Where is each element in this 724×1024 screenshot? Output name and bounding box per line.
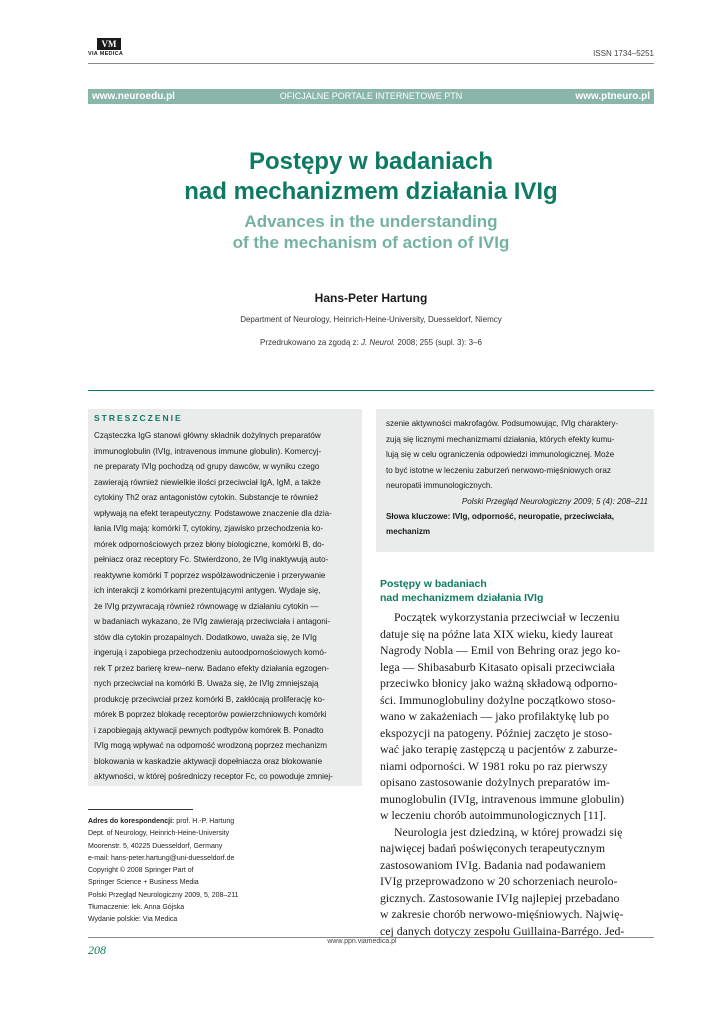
title-english	[88, 211, 654, 253]
correspondence-line	[88, 890, 358, 902]
abstract-line: ne preparaty IVIg pochodzą od grupy dawców, w wyniku czego	[94, 462, 320, 471]
body-line: ekspozycji na patogeny. Później zaczęto je stoso-	[380, 725, 613, 740]
body-line: munoglobulin (IVIg, intravenous immune globulin)	[380, 791, 625, 806]
keywords-label: Słowa kluczowe:	[386, 511, 451, 521]
abstract-line: ich interakcji z komórkami prezentującymi antygen. Wydaje się,	[94, 586, 321, 595]
author: Hans-Peter Hartung	[314, 291, 428, 305]
abstract-line: ingerują i zapobiega przechodzeniu autoodpornościowych komó-	[94, 648, 327, 657]
body-line: cej danych dotyczy zespołu Guillaina-Barrégo. Jed-	[380, 923, 625, 938]
abstract-line: reaktywne komórki T poprzez współzawodniczenie i przerywanie	[94, 570, 326, 580]
reprint-prefix: Przedrukowano za zgodą z:	[260, 338, 361, 347]
correspondence-line	[88, 841, 358, 853]
affiliation: Department of Neurology, Heinrich-Heine-University, Duesseldorf, Niemcy	[240, 315, 502, 324]
abstract-line: cytokiny Th2 oraz antagonistów cytokin. Substancje te również	[94, 493, 319, 502]
correspondence-label: Adres do korespondencji:	[88, 818, 175, 825]
body-line: zastosowaniom IVIg. Badania nad podawaniem	[380, 857, 606, 872]
correspondence-line	[88, 865, 358, 877]
footer-url[interactable]: www.ppn.viamedica.pl	[327, 938, 397, 945]
correspondence-line	[88, 914, 358, 926]
keywords-line-1: IVIg, odporność, neuropatie, przeciwciała,	[450, 511, 615, 521]
reprint-note	[88, 338, 654, 347]
correspondence-line	[88, 877, 358, 889]
neuroedu-link[interactable]: www.neuroedu.pl	[92, 91, 175, 102]
abstract-line: pełniacz oraz receptory Fc. Stwierdzono, że IVIg inaktywują auto-	[94, 555, 329, 564]
correspondence-text: prof. H.-P. Hartung	[174, 818, 235, 825]
title-rule	[88, 390, 654, 391]
abstract-line: blokowania w kaskadzie aktywacji dopełniacza oraz blokowanie	[94, 756, 323, 766]
via-medica-logo: VM	[97, 38, 121, 50]
abstract-line: produkcję przeciwciał przez komórki B, zakłócają proliferację ko-	[94, 694, 325, 704]
title-english-line-2: of the mechanism of action of IVIg	[232, 233, 510, 252]
body-line: datuje się na późne lata XIX wieku, kiedy laureat	[380, 626, 613, 641]
correspondence-text: Dept. of Neurology, Heinrich-Heine-University	[88, 830, 230, 838]
correspondence-line	[88, 902, 358, 914]
body-line: w zakresie chorób nerwowo-mięśniowych. Najwię-	[380, 907, 624, 921]
abstract-line: że IVIg przywracają również równowagę w działaniu cytokin —	[94, 601, 319, 611]
section-heading-line-1: Postępy w badaniach	[380, 578, 487, 590]
correspondence-text: e-mail: hans-peter.hartung@uni-duesseldorf.de	[88, 854, 235, 862]
body-line: Początek wykorzystania przeciwciał w leczeniu	[394, 610, 620, 624]
abstract-line: lują się w celu ograniczenia odpowiedzi immunologicznej. Może	[386, 450, 615, 459]
ptneuro-link[interactable]: www.ptneuro.pl	[575, 91, 650, 102]
correspondence-text: Tłumaczenie: lek. Anna Gójska	[88, 904, 185, 912]
correspondence-line	[88, 828, 358, 840]
abstract-line: zawierają również niewielkie ilości przeciwciał IgA, IgM, a także	[94, 477, 321, 487]
abstract-line: mórek B poprzez blokadę receptorów powierzchniowych komórki	[94, 710, 327, 719]
abstract-line: zują się licznymi mechanizmami działania, których efekty kumu-	[386, 434, 615, 444]
section-heading-line-2: nad mechanizmem działania IVIg	[380, 591, 544, 604]
title-polish-line-1: Postępy w badaniach	[248, 148, 494, 175]
via-medica-logo-text: VIA MEDICA	[88, 51, 124, 57]
body-line: gicznych. Zastosowanie IVIg najlepiej przebadano	[380, 890, 620, 905]
correspondence-text: Moorenstr. 5, 40225 Duesseldorf, Germany	[88, 842, 223, 850]
body-line: Nagrody Nobla — Emil von Behring oraz jego ko-	[380, 643, 621, 657]
correspondence-text: Springer Science + Business Media	[88, 879, 199, 887]
correspondence-line	[88, 816, 358, 828]
abstract-line: stów dla cytokin prozapalnych. Dodatkowo, uważa się, że IVIg	[94, 632, 317, 642]
abstract-text-left	[94, 428, 358, 785]
abstract-line: nych przeciwciał na komórki B. Uważa się, że IVIg zmniejszają	[94, 679, 319, 688]
abstract-line: łania IVIg mają: komórki T, cytokiny, zjawisko przechodzenia ko-	[94, 524, 324, 533]
title-polish	[88, 147, 654, 207]
abstract-line: szenie aktywności makrofagów. Podsumowując, IVIg charaktery-	[386, 419, 619, 428]
abstract-line: aktywności, w której pośredniczy receptor Fc, co powoduje zmniej-	[94, 772, 333, 781]
abstract-right-lines	[386, 416, 648, 494]
correspondence-rule	[88, 809, 193, 810]
abstract-line: i zapobiegają aktywacji pewnych podtypów komórek B. Ponadto	[94, 725, 324, 735]
correspondence-text: Copyright © 2008 Springer Part of	[88, 867, 194, 875]
abstract-citation: Polski Przegląd Neurologiczny 2009; 5 (4): 208–211	[461, 496, 648, 506]
correspondence-line	[88, 853, 358, 865]
abstract-line: wpływają na efekt terapeutyczny. Podstawowe znaczenie dla dzia-	[94, 508, 332, 518]
issn: ISSN 1734–5251	[593, 49, 654, 58]
abstract-line: mórek odpornościowych przez błony biologiczne, komórki B, do-	[94, 539, 325, 549]
page-number: 208	[88, 943, 106, 957]
body-line: wać jako terapię zastępczą u pacjentów z zaburze-	[380, 742, 618, 756]
reprint-journal: J. Neurol.	[360, 338, 396, 347]
body-line: wano w zakażeniach — jako profilaktykę lub po	[380, 709, 609, 723]
abstract-line: immunoglobulin (IVIg, intravenous immune globulin). Komercyj-	[94, 446, 322, 456]
body-text	[380, 609, 654, 939]
abstract-heading: STRESZCZENIE	[94, 413, 183, 423]
portal-band-title: OFICJALNE PORTALE INTERNETOWE PTN	[279, 91, 463, 101]
body-line: najwięcej badań poświęconych terapeutycznym	[380, 841, 606, 855]
abstract-line: w badaniach wykazano, że IVIg zawierają przeciwciała i antagoni-	[94, 617, 331, 626]
abstract-line: to być istotne w leczeniu zaburzeń nerwowo-mięśniowych oraz	[386, 465, 611, 475]
correspondence-text: Wydanie polskie: Via Medica	[88, 916, 178, 924]
body-line: ści. Immunoglobuliny dożylne początkowo stoso-	[380, 692, 616, 707]
abstract-text-right	[386, 416, 648, 539]
body-line: w leczeniu chorób autoimmunologicznych [11].	[380, 808, 606, 822]
abstract-line: neuropatii immunologicznych.	[386, 481, 493, 490]
keywords	[386, 509, 648, 524]
reprint-suffix: 2008; 255 (supl. 3): 3–6	[395, 338, 482, 347]
body-line: przeciwko błonicy jako ważną składową odporno-	[380, 676, 618, 690]
body-line: opisano zastosowanie dożylnych preparatów im-	[380, 775, 610, 789]
title-polish-line-2: nad mechanizmem działania IVIg	[184, 178, 558, 205]
keywords-line-2: mechanizm	[386, 526, 431, 536]
body-line: lega — Shibasaburb Kitasato opisali przeciwciała	[380, 659, 615, 674]
body-line: IVIg przeprowadzono w 20 schorzeniach neurolo-	[380, 874, 618, 888]
abstract-line: IVIg mogą wpływać na odporność wrodzoną poprzez mechanizm	[94, 741, 328, 750]
body-line: niami odporności. W 1981 roku po raz pierwszy	[380, 758, 608, 773]
body-line: Neurologia jest dziedziną, w której prowadzi się	[394, 824, 623, 839]
correspondence-block	[88, 816, 358, 927]
section-heading	[380, 578, 543, 605]
title-english-line-1: Advances in the understanding	[244, 212, 498, 231]
header-rule	[88, 63, 654, 64]
abstract-line: rek T przez barierę krew–nerw. Badano efekty działania egzogen-	[94, 663, 330, 673]
correspondence-text: Polski Przegląd Neurologiczny 2009, 5, 208–211	[88, 891, 239, 899]
abstract-line: Cząsteczka IgG stanowi główny składnik dożylnych preparatów	[94, 431, 321, 440]
portal-band	[88, 89, 654, 104]
